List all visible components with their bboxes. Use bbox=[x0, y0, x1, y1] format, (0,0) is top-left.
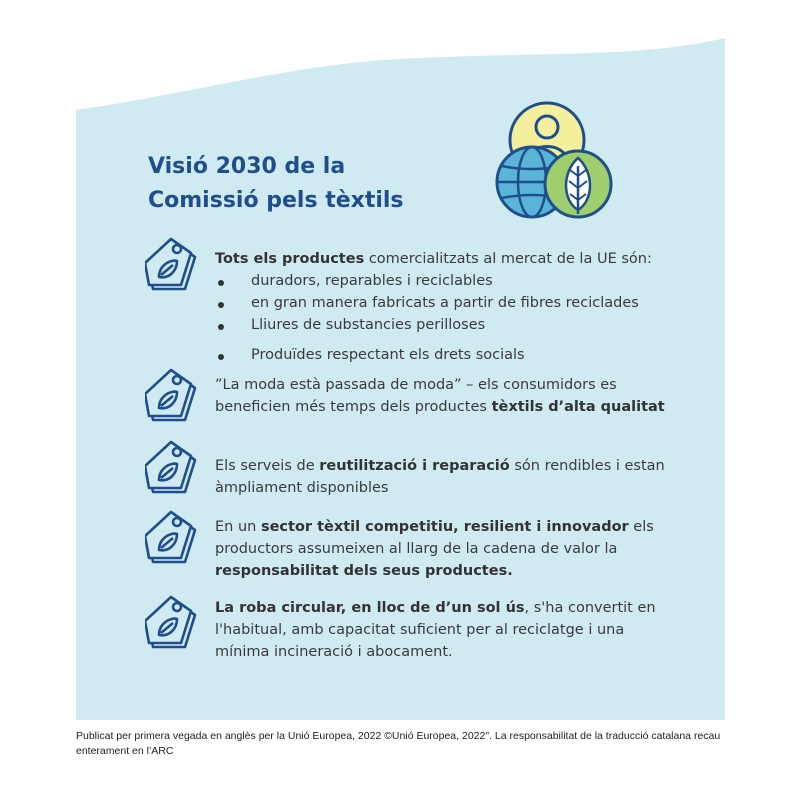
title-line-2: Comissió pels tèxtils bbox=[148, 188, 404, 213]
bullet-list bbox=[215, 270, 675, 366]
list-item: en gran manera fabricats a partir de fibres reciclades bbox=[215, 292, 675, 314]
price-tag-leaf-icon bbox=[145, 510, 201, 566]
price-tag-leaf-icon bbox=[145, 440, 201, 496]
vision-item-fashion bbox=[215, 374, 675, 418]
item-bold-text: La roba circular, en lloc de d’un sol ús bbox=[215, 600, 525, 616]
item-bold-text: reutilització i reparació bbox=[319, 458, 510, 474]
price-tag-leaf-icon bbox=[145, 237, 201, 293]
item-heading bbox=[215, 248, 675, 270]
person-globe-leaf-icon bbox=[490, 100, 620, 228]
vision-item-reuse bbox=[215, 455, 675, 499]
item-bold-text: sector tèxtil competitiu, resilient i innovador bbox=[260, 519, 629, 535]
item-text: són rendibles i estan àmpliament disponibles bbox=[215, 458, 665, 496]
item-text: comercialitzats al mercat de la UE són: bbox=[364, 251, 652, 267]
item-text: ”La moda està passada de moda” – els consumidors es beneficien més temps dels productes bbox=[215, 377, 617, 415]
vision-item-sector bbox=[215, 516, 675, 582]
list-item: Lliures de substancies perilloses bbox=[215, 314, 675, 336]
page-title bbox=[148, 150, 468, 218]
item-text: , s'ha convertit en l'habitual, amb capacitat suficient per al reciclatge i una mínima incineració i abocament. bbox=[215, 600, 656, 660]
footer-credit: Publicat per primera vegada en anglès per la Unió Europea, 2022 ©Unió Europea, 2022". La responsabilitat de la traducció catalana recau enterament en l’ARC bbox=[76, 730, 721, 757]
list-item: duradors, reparables i reciclables bbox=[215, 270, 675, 292]
list-item: Produïdes respectant els drets socials bbox=[215, 344, 675, 366]
item-bold-text: Tots els productes bbox=[215, 251, 365, 267]
item-bold-text: tèxtils d’alta qualitat bbox=[491, 399, 665, 415]
vision-item-products bbox=[215, 248, 675, 366]
item-text: els productors assumeixen al llarg de la cadena de valor la bbox=[215, 519, 654, 557]
title-line-1: Visió 2030 de la bbox=[148, 154, 346, 179]
item-bold-text: responsabilitat dels seus productes. bbox=[215, 563, 513, 579]
vision-item-circular bbox=[215, 597, 675, 663]
item-text: Els serveis de bbox=[215, 458, 320, 474]
item-text: En un bbox=[215, 519, 261, 535]
price-tag-leaf-icon bbox=[145, 368, 201, 424]
price-tag-leaf-icon bbox=[145, 595, 201, 651]
